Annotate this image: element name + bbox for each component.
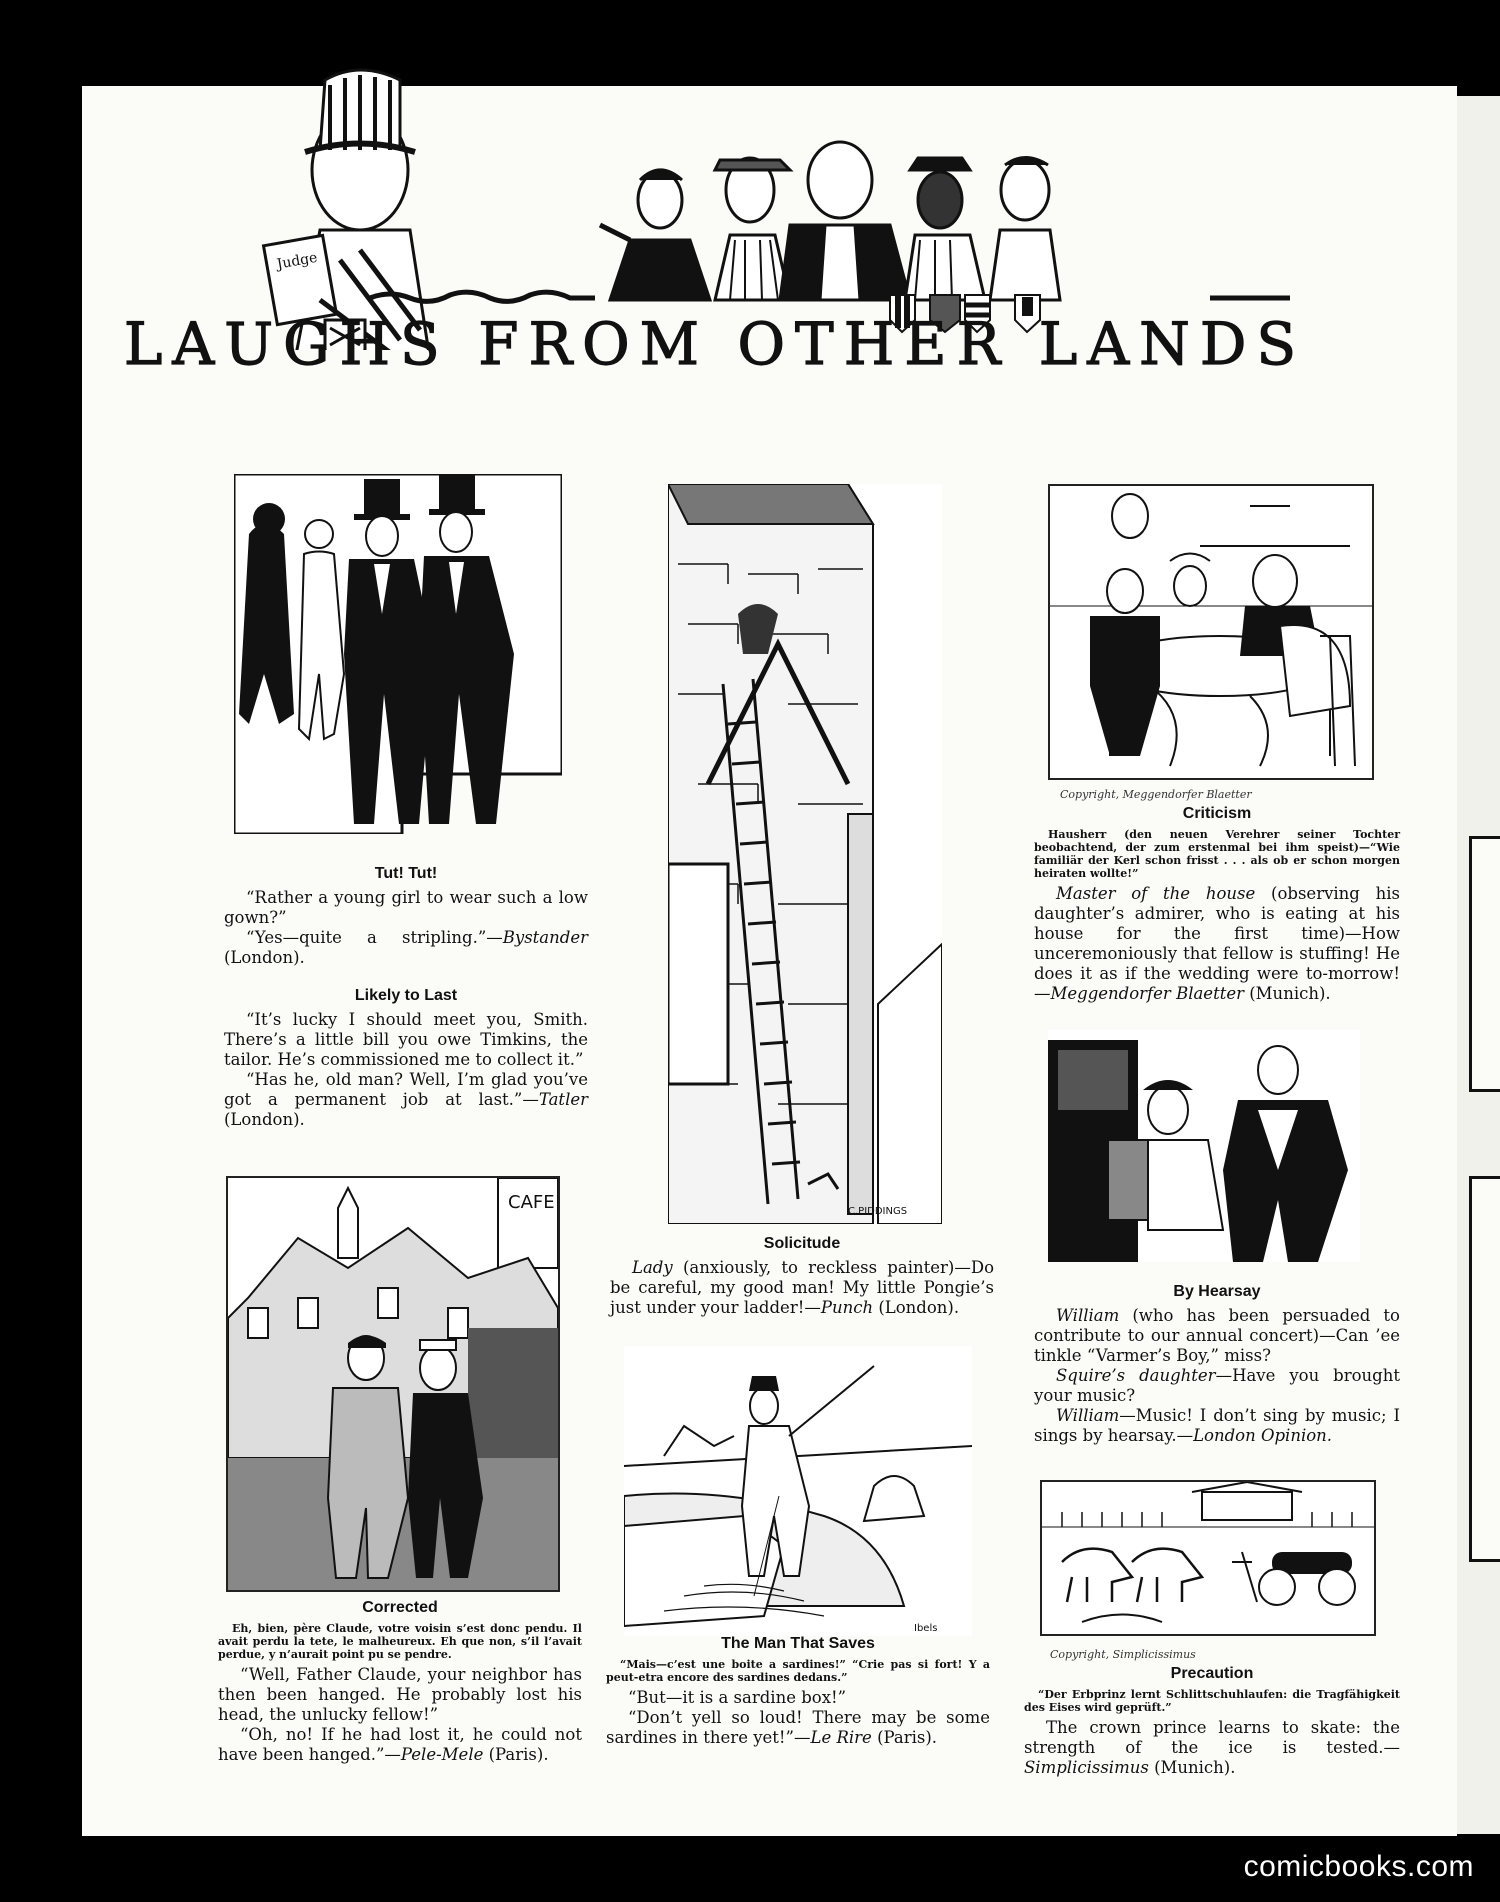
cartoon-man-that-saves xyxy=(624,1346,972,1636)
artist-signature: Ibels xyxy=(914,1623,938,1634)
cartoon-tut-tut xyxy=(234,474,562,834)
artist-signature: C.PIDDINGS xyxy=(848,1206,908,1217)
svg-text:Judge: Judge xyxy=(275,249,319,273)
joke-solicitude xyxy=(610,1234,994,1318)
joke-line: William—Music! I don’t sing by music; I sings by hearsay.—London Opinion. xyxy=(1034,1406,1400,1445)
joke-title: The Man That Saves xyxy=(721,1635,875,1652)
adjacent-page-box xyxy=(1469,836,1500,1092)
copyright-credit: Copyright, Simplicissimus xyxy=(1050,1648,1196,1661)
joke-title: Criticism xyxy=(1182,805,1252,822)
joke-line: William (who has been persuaded to contribute to our annual concert)—Can ’ee tinkle “Varmer’s Boy,” miss? xyxy=(1034,1306,1400,1365)
joke-line: The crown prince learns to skate: the strength of the ice is tested.—Simplicissimus (Munich). xyxy=(1024,1718,1400,1777)
joke-line: “Well, Father Claude, your neighbor has then been hanged. He probably lost his head, the unlucky fellow!” xyxy=(218,1665,582,1724)
header-illustration xyxy=(250,40,1290,350)
watermark: comicbooks.com xyxy=(1243,1850,1474,1883)
joke-tut-tut xyxy=(224,864,588,968)
joke-title: Corrected xyxy=(362,1599,438,1616)
joke-criticism xyxy=(1034,804,1400,1004)
joke-line: “But—it is a sardine box!” xyxy=(628,1688,847,1707)
joke-original-text: Hausherr (den neuen Verehrer seiner Tochter beobachtend, der zum erstenmal bei ihm speist)—“Wie familiär der Kerl schon frisst . . . als ob er schon morgen heiraten wollte!” xyxy=(1034,828,1400,880)
joke-corrected xyxy=(218,1598,582,1765)
joke-line: “Yes—quite a stripling.”—Bystander (London). xyxy=(224,928,588,967)
adjacent-page-edge xyxy=(1457,96,1500,1834)
joke-man-that-saves xyxy=(606,1634,990,1748)
joke-line: “Has he, old man? Well, I’m glad you’ve got a permanent job at last.”—Tatler (London). xyxy=(224,1070,588,1129)
foreign-figures xyxy=(600,142,1060,300)
page-title: LAUGHS FROM OTHER LANDS xyxy=(123,310,1307,378)
joke-title: By Hearsay xyxy=(1173,1283,1261,1300)
joke-line: “It’s lucky I should meet you, Smith. There’s a little bill you owe Timkins, the tailor. He’s commissioned me to collect it.” xyxy=(224,1010,588,1069)
cafe-sign-text: CAFE xyxy=(508,1192,555,1213)
adjacent-page-box xyxy=(1469,1176,1500,1562)
joke-precaution xyxy=(1024,1664,1400,1778)
joke-line: Squire’s daughter—Have you brought your music? xyxy=(1034,1366,1400,1405)
joke-line: “Rather a young girl to wear such a low gown?” xyxy=(224,888,588,927)
joke-line: “Don’t yell so loud! There may be some sardines in there yet!”—Le Rire (Paris). xyxy=(606,1708,990,1747)
uncle-sam-figure xyxy=(264,70,430,350)
joke-line: Master of the house (observing his daughter’s admirer, who is eating at his house for the first time)—How unceremoniously that fellow is stuffing! He does it as if the wedding were to-morrow! —Meggendorfer Blaetter (Munich). xyxy=(1034,884,1401,1003)
joke-title: Precaution xyxy=(1170,1665,1254,1682)
cartoon-precaution xyxy=(1040,1480,1376,1636)
joke-by-hearsay xyxy=(1034,1282,1400,1446)
cartoon-criticism xyxy=(1048,484,1374,780)
joke-title: Solicitude xyxy=(763,1235,841,1252)
joke-title: Likely to Last xyxy=(354,987,458,1004)
copyright-credit: Copyright, Meggendorfer Blaetter xyxy=(1060,788,1252,801)
cartoon-corrected xyxy=(226,1176,560,1592)
joke-original-text: “Mais—c’est une boite a sardines!” “Crie pas si fort! Y a peut-etra encore des sardines dedans.” xyxy=(606,1658,990,1684)
joke-original-text: Eh, bien, père Claude, votre voisin s’est donc pendu. Il avait perdu la tete, le malheureux. Eh que non, s’il l’avait perdue, y n’aurait point pu se pendre. xyxy=(218,1622,582,1661)
joke-title: Tut! Tut! xyxy=(374,865,438,882)
joke-original-text: “Der Erbprinz lernt Schlittschuhlaufen: die Tragfähigkeit des Eises wird geprüft.” xyxy=(1024,1688,1400,1714)
joke-line: Lady (anxiously, to reckless painter)—Do be careful, my good man! My little Pongie’s just under your ladder!—Punch (London). xyxy=(610,1258,994,1317)
cartoon-by-hearsay xyxy=(1048,1030,1360,1262)
joke-likely-to-last xyxy=(224,986,588,1130)
joke-line: “Oh, no! If he had lost it, he could not have been hanged.”—Pele-Mele (Paris). xyxy=(218,1725,582,1764)
cartoon-solicitude xyxy=(668,484,942,1224)
